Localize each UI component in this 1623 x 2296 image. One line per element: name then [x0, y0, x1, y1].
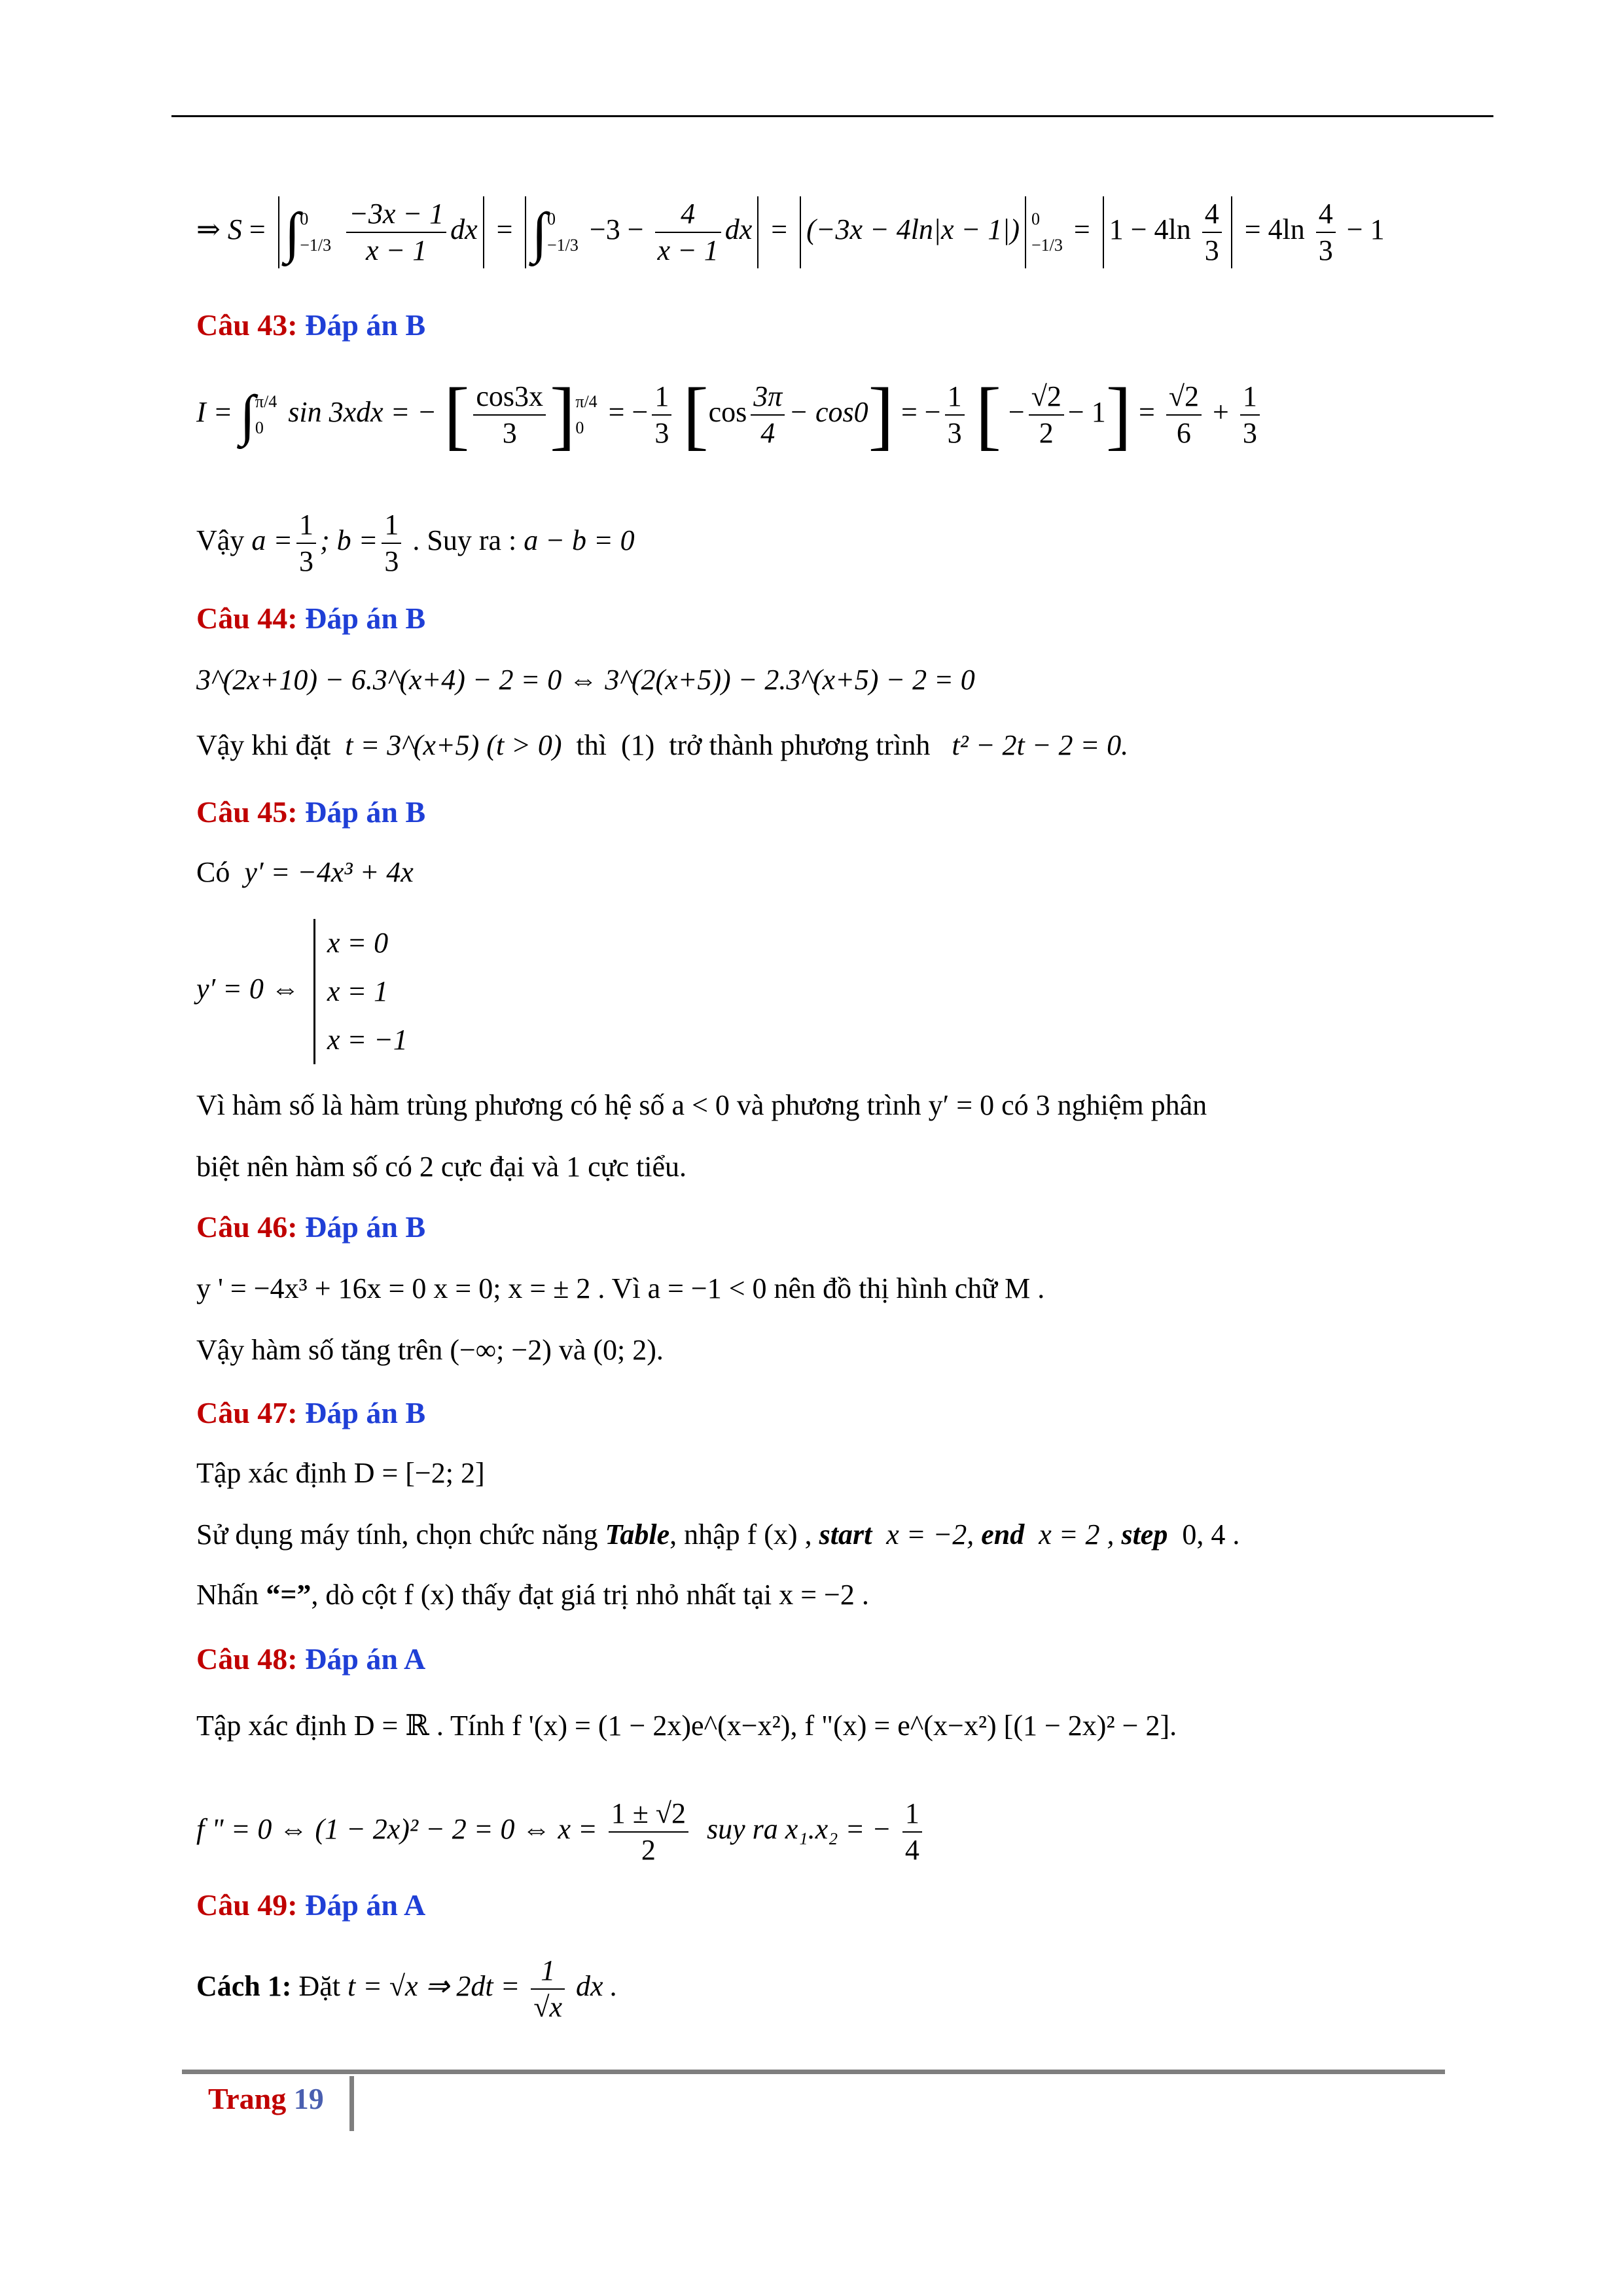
question-43-conclusion: Vậy a = $\frac{1}{3}$ ; b = $\frac{1}{3}$ . Suy ra : a − b = 0 — [196, 508, 635, 577]
question-46-line-2: Vậy hàm số tăng trên (−∞; −2) và (0; 2). — [196, 1334, 664, 1366]
footer-divider — [349, 2076, 354, 2131]
footer-rule — [182, 2070, 1445, 2074]
question-47-domain: Tập xác định D = [−2; 2] — [196, 1457, 485, 1489]
question-44-equation: 3^(2x+10) − 6.3^(x+4) − 2 = 0 ⇔ 3^(2(x+5)) − 2.3^(x+5) − 2 = 0 — [196, 664, 975, 696]
question-44-substitution: Vậy khi đặt t = 3^(x+5) (t > 0) thì (1) trở thành phương trình t² − 2t − 2 = 0. — [196, 729, 1129, 761]
question-48-heading: Câu 48: Đáp án A — [196, 1642, 426, 1676]
question-47-calculator-steps: Sử dụng máy tính, chọn chức năng Table, nhập f (x) , start x = −2, end x = 2 , step 0, 4 . — [196, 1518, 1240, 1551]
question-43-integral: I = ∫ π/4 0 sin 3xdx = − [ $\frac{\cos 3x}{3}$ ] π/4 0 = − $\frac{1}{3}$ [cos $\frac{3\pi}{4}$ − cos0] = − $\frac{1}{3}$ [ − $\frac{√2}{2}$ − 1] = $\frac{√2}{6}$ + $\frac{1}{3}$ — [196, 373, 1264, 454]
question-45-conclusion-2: biệt nên hàm số có 2 cực đại và 1 cực tiểu. — [196, 1151, 687, 1183]
question-48-derivatives: Tập xác định D = ℝ . Tính f '(x) = (1 − 2x)e^(x−x²), f "(x) = e^(x−x²) [(1 − 2x)² − 2]. — [196, 1710, 1177, 1742]
question-45-conclusion-1: Vì hàm số là hàm trùng phương có hệ số a < 0 và phương trình y′ = 0 có 3 nghiệm phân — [196, 1089, 1207, 1121]
page-number: Trang 19 — [208, 2082, 324, 2115]
question-44-heading: Câu 44: Đáp án B — [196, 601, 426, 635]
question-49-method-1: Cách 1: Đặt t = √x ⇒ 2dt = $\frac{1}{√x}$ dx . — [196, 1954, 618, 2023]
area-result-equation: ⇒ S = ∫ 0 −1/3 $\frac{-3x - 1}{x - 1}$ dx = ∫ 0 −1/3 −3 − $\frac{4}{x - 1}$ dx = (−3x − 4ln|x − 1|) 0 −1/3 = 1 − 4ln $\frac{4}{3}$ = 4ln $\frac{4}{3}$ − 1 — [196, 196, 1385, 268]
question-48-roots: f " = 0 ⇔ (1 − 2x)² − 2 = 0 ⇔ x = $\frac{1 \pm √2}{2}$ suy ra x₁.x₂ = − $\frac{1}{4}$ — [196, 1787, 926, 1872]
question-45-derivative: Có y′ = −4x³ + 4x — [196, 856, 414, 888]
roots-bracket: x = 0 x = 1 x = −1 — [313, 919, 408, 1064]
question-46-heading: Câu 46: Đáp án B — [196, 1210, 426, 1244]
header-rule — [171, 115, 1493, 117]
question-45-roots-system: y′ = 0 ⇔ x = 0 x = 1 x = −1 — [196, 916, 408, 1064]
question-47-heading: Câu 47: Đáp án B — [196, 1396, 426, 1429]
question-47-result: Nhấn “=”, dò cột f (x) thấy đạt giá trị nhỏ nhất tại x = −2 . — [196, 1579, 869, 1611]
question-43-heading: Câu 43: Đáp án B — [196, 308, 426, 342]
question-49-heading: Câu 49: Đáp án A — [196, 1888, 426, 1922]
question-46-line-1: y ' = −4x³ + 16x = 0 x = 0; x = ± 2 . Vì a = −1 < 0 nên đồ thị hình chữ M . — [196, 1272, 1045, 1304]
question-45-heading: Câu 45: Đáp án B — [196, 795, 426, 829]
